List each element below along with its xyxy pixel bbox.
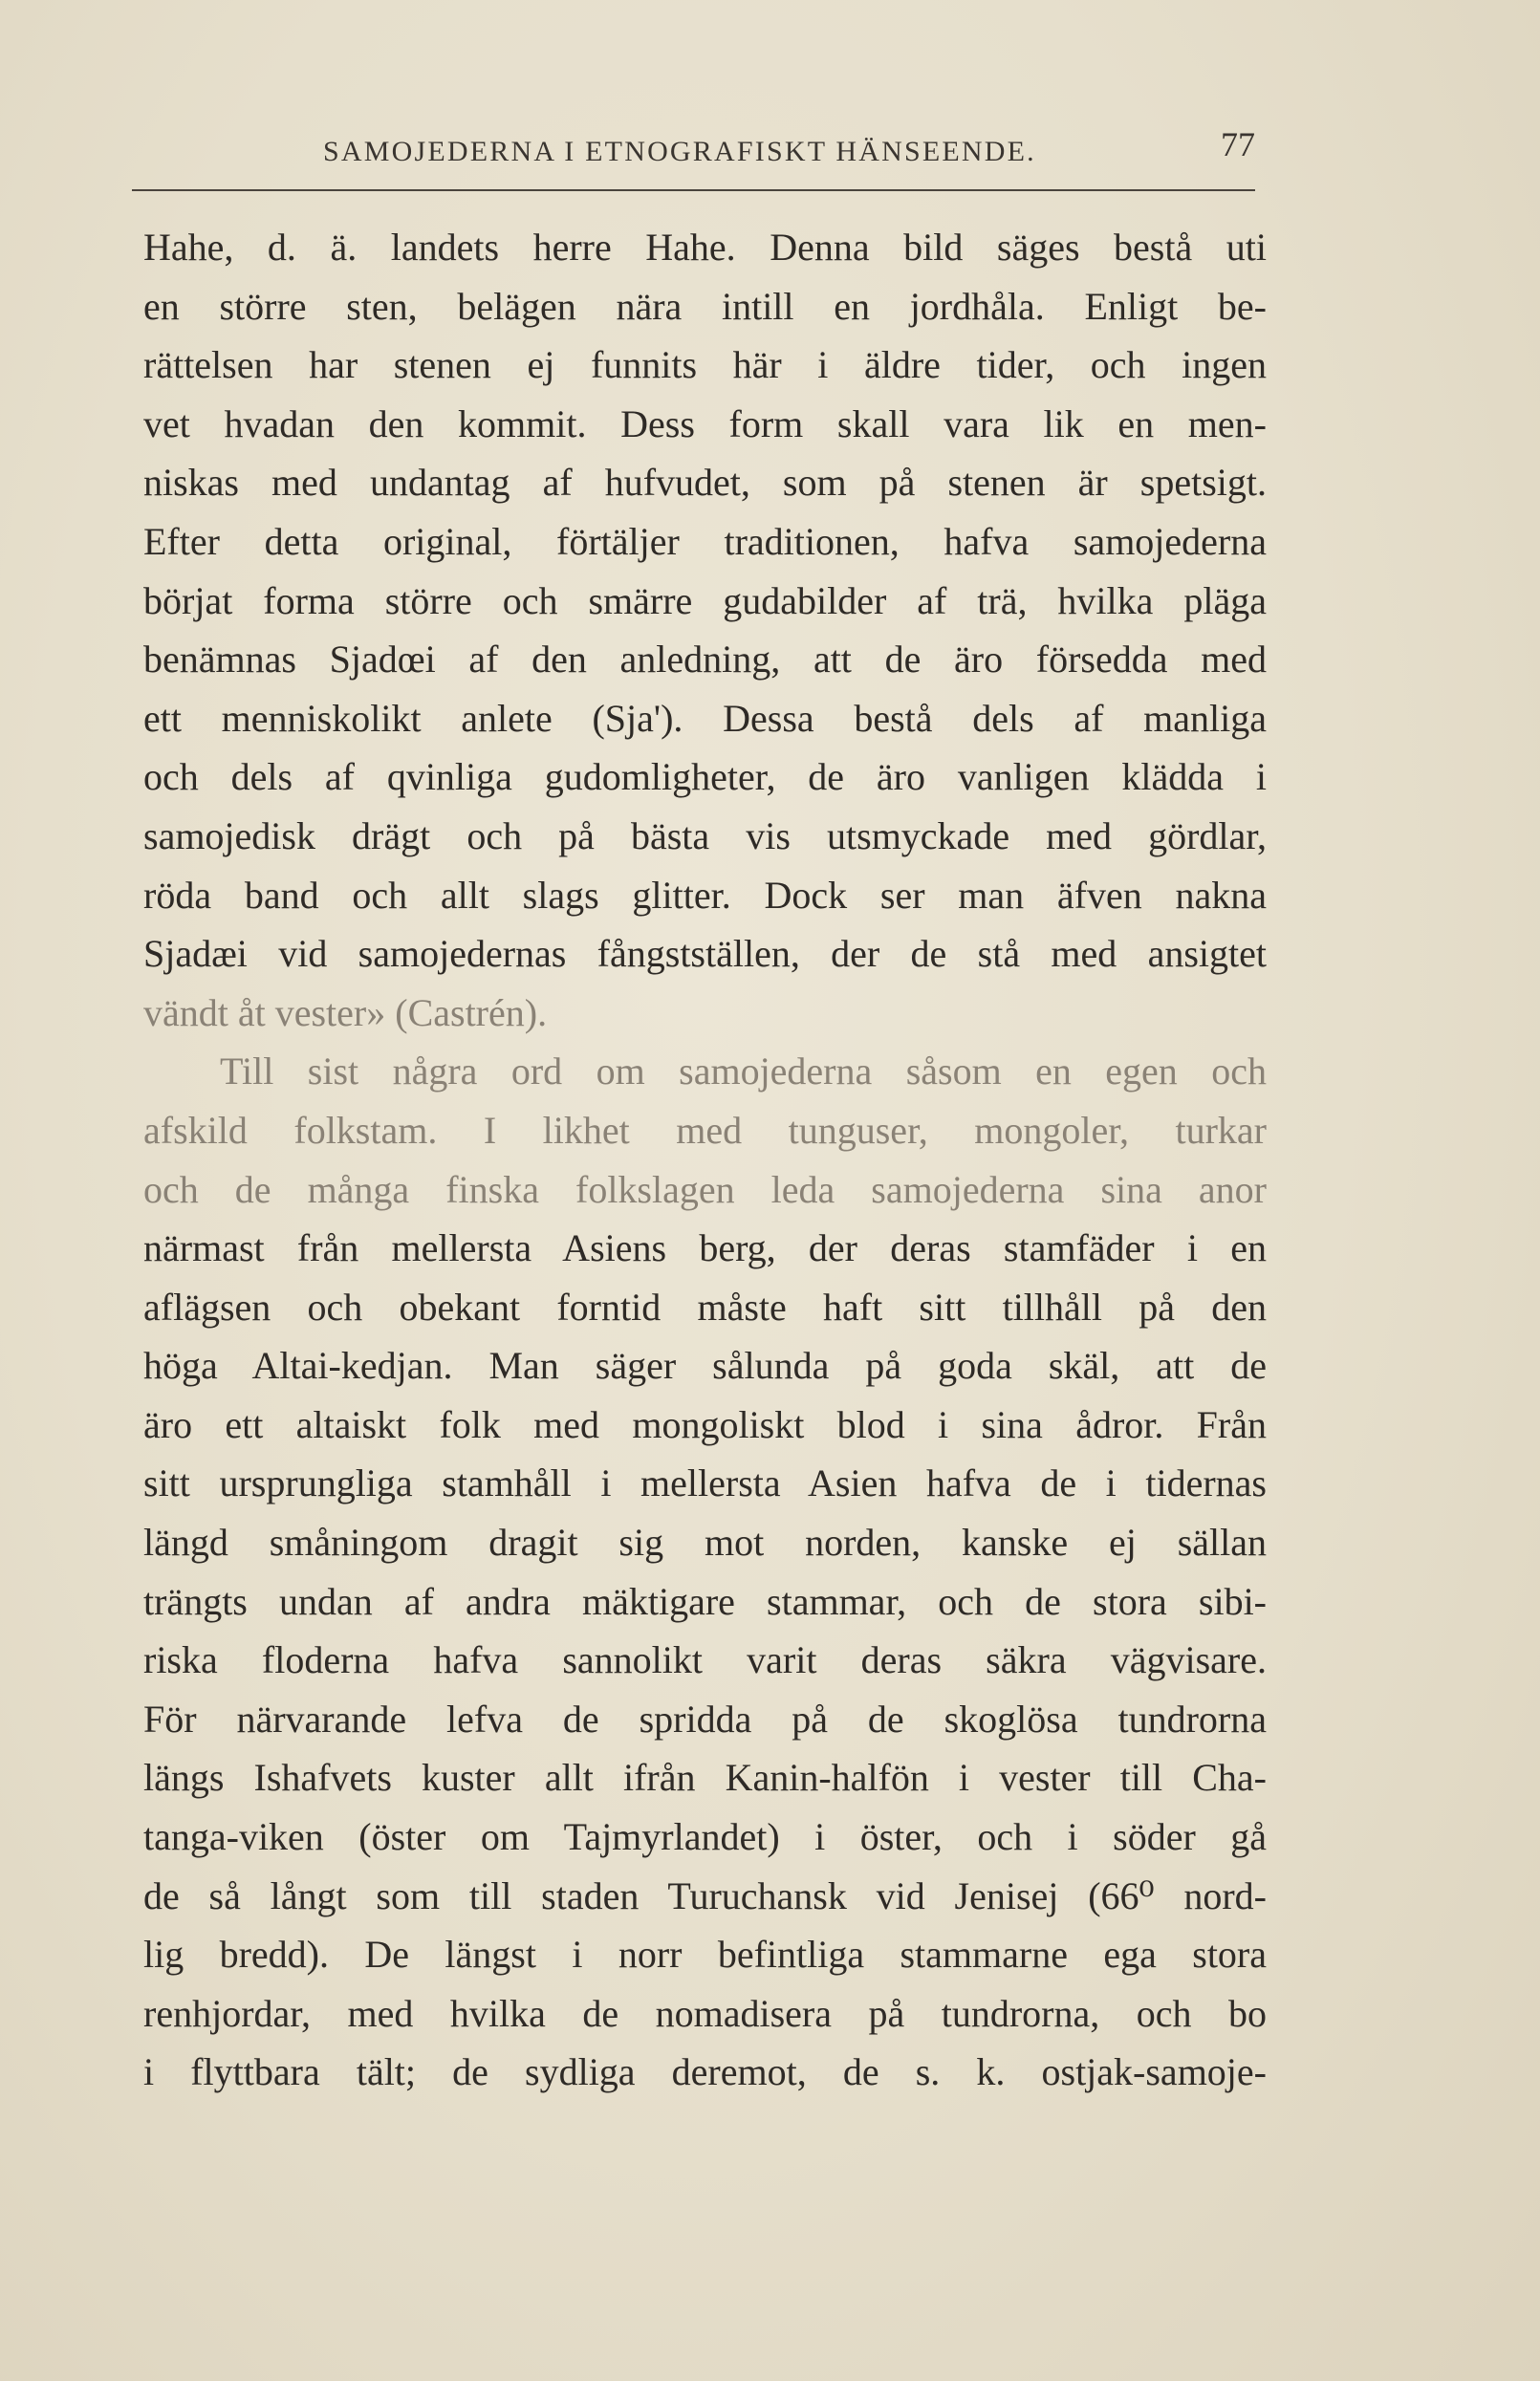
text-line: sitt ursprungliga stamhåll i mellersta Asien hafva de i tidernas xyxy=(143,1461,1267,1505)
text-line: niskas med undantag af hufvudet, som på stenen är spetsigt. xyxy=(143,461,1267,505)
text-line: afskild folkstam. I likhet med tunguser, mongoler, turkar xyxy=(143,1108,1267,1152)
text-line: närmast från mellersta Asiens berg, der deras stamfäder i en xyxy=(143,1226,1267,1270)
paragraph-start: Till sist några ord om samojederna såsom en egen och xyxy=(220,1050,1267,1093)
text-line: aflägsen och obekant forntid måste haft sitt tillhåll på den xyxy=(143,1285,1267,1329)
text-line: ett menniskolikt anlete (Sja'). Dessa bestå dels af manliga xyxy=(143,696,1267,740)
text-line: äro ett altaiskt folk med mongoliskt blod i sina ådror. Från xyxy=(143,1402,1267,1446)
text-line: trängts undan af andra mäktigare stammar, och de stora sibi- xyxy=(143,1579,1267,1623)
page-header xyxy=(132,122,1255,189)
text-line: i flyttbara tält; de sydliga deremot, de s. k. ostjak-samoje- xyxy=(143,2050,1267,2094)
text-line: längd småningom dragit sig mot norden, kanske ej sällan xyxy=(143,1521,1267,1565)
text-line: och dels af qvinliga gudomligheter, de äro vanligen klädda i xyxy=(143,755,1267,799)
page-number: 77 xyxy=(1221,125,1255,163)
text-line: Efter detta original, förtäljer traditionen, hafva samojederna xyxy=(143,519,1267,563)
text-line: de så långt som till staden Turuchansk vid Jenisej (66⁰ nord- xyxy=(143,1873,1267,1917)
running-head: SAMOJEDERNA I ETNOGRAFISKT HÄNSEENDE. xyxy=(323,136,1036,167)
text-line: rättelsen har stenen ej funnits här i äldre tider, och ingen xyxy=(143,343,1267,387)
text-line: vändt åt vester» (Castrén). xyxy=(143,990,548,1034)
text-line: renhjordar, med hvilka de nomadisera på tundrorna, och bo xyxy=(143,1991,1267,2035)
text-line: riska floderna hafva sannolikt varit deras säkra vägvisare. xyxy=(143,1638,1267,1682)
text-line: benämnas Sjadœi af den anledning, att de äro försedda med xyxy=(143,638,1267,682)
text-line: Sjadæi vid samojedernas fångstställen, der de stå med ansigtet xyxy=(143,932,1267,976)
text-line: längs Ishafvets kuster allt ifrån Kanin-halfön i vester till Cha- xyxy=(143,1756,1267,1800)
text-line: börjat forma större och smärre gudabilder af trä, hvilka pläga xyxy=(143,578,1267,622)
header-rule xyxy=(132,189,1255,191)
text-line: För närvarande lefva de spridda på de skoglösa tundrorna xyxy=(143,1697,1267,1741)
text-line: en större sten, belägen nära intill en jordhåla. Enligt be- xyxy=(143,284,1267,328)
text-line: vet hvadan den kommit. Dess form skall vara lik en men- xyxy=(143,401,1267,445)
text-line: lig bredd). De längst i norr befintliga stammarne ega stora xyxy=(143,1933,1267,1977)
text-line: höga Altai-kedjan. Man säger sålunda på goda skäl, att de xyxy=(143,1344,1267,1388)
text-line: Hahe, d. ä. landets herre Hahe. Denna bild säges bestå uti xyxy=(143,226,1267,269)
text-line: och de många finska folkslagen leda samojederna sina anor xyxy=(143,1167,1267,1211)
text-line: röda band och allt slags glitter. Dock ser man äfven nakna xyxy=(143,873,1267,917)
body-text xyxy=(143,218,1267,2102)
text-line: samojedisk drägt och på bästa vis utsmyckade med gördlar, xyxy=(143,813,1267,857)
text-line: tanga-viken (öster om Tajmyrlandet) i öster, och i söder gå xyxy=(143,1815,1267,1859)
